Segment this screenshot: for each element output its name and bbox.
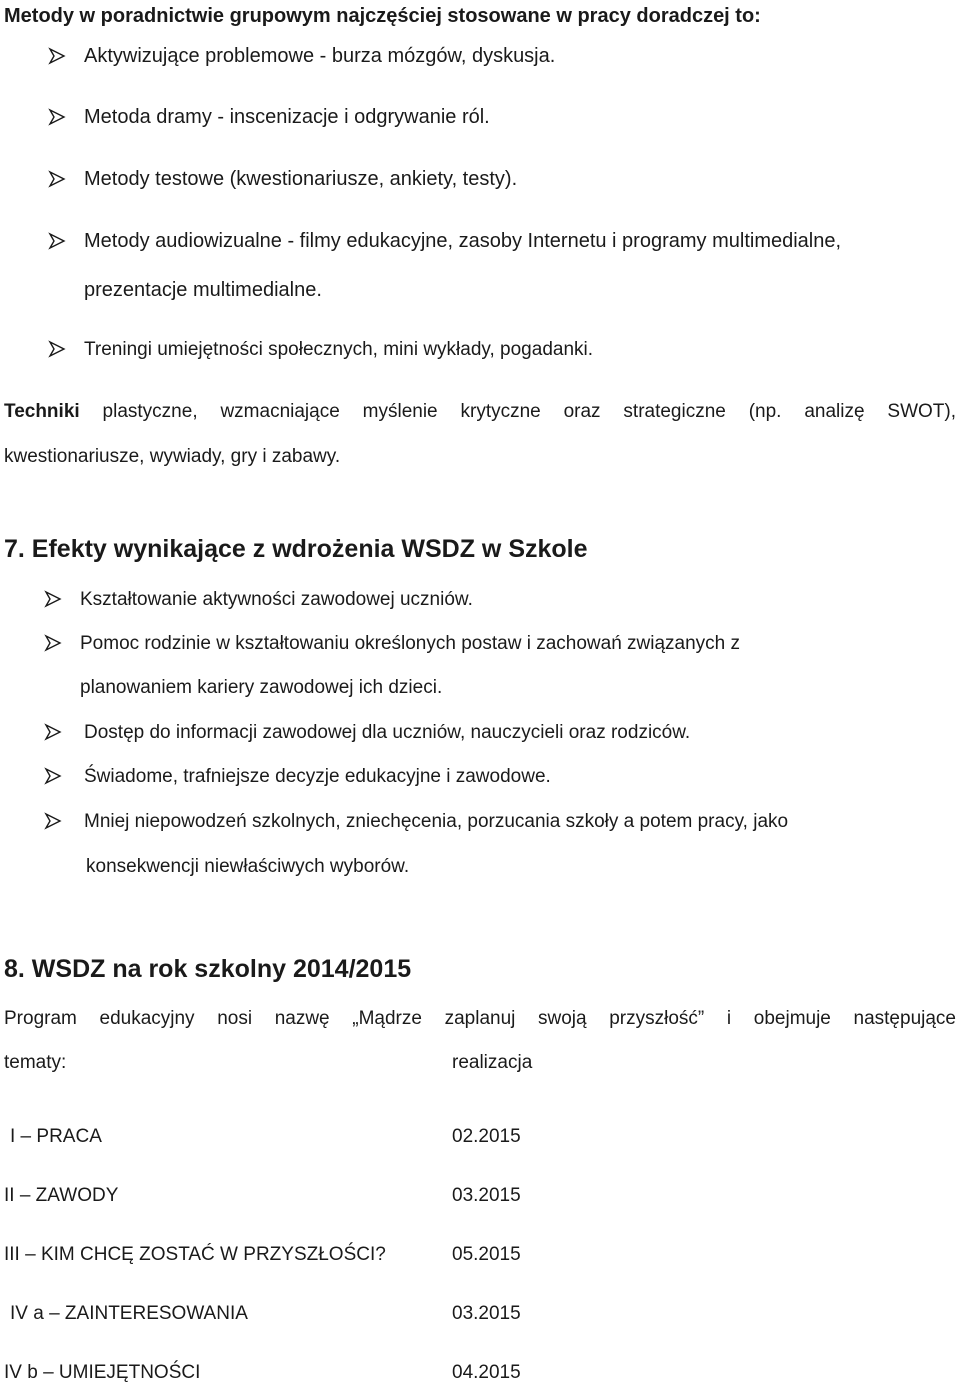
- program-text: Program edukacyjny nosi nazwę „Mądrze zaplanuj swoją przyszłość” i obejmuje następujące: [4, 1008, 956, 1029]
- topic-date: 03.2015: [452, 1303, 521, 1324]
- method-item: Aktywizujące problemowe - burza mózgów, dyskusja.: [84, 45, 556, 67]
- techniques-label: Techniki: [4, 401, 80, 422]
- arrowhead-bullet-icon: [48, 340, 66, 358]
- topic-name: IV b – UMIEJĘTNOŚCI: [4, 1362, 201, 1383]
- realization-label: realizacja: [452, 1052, 533, 1073]
- effect-item: Pomoc rodzinie w kształtowaniu określonych postaw i zachowań związanych z: [80, 633, 741, 654]
- arrowhead-bullet-icon: [44, 767, 62, 785]
- techniques-line: [4, 400, 956, 424]
- program-line: [4, 1007, 956, 1031]
- topic-name: II – ZAWODY: [4, 1185, 119, 1206]
- topic-name: III – KIM CHCĘ ZOSTAĆ W PRZYSZŁOŚCI?: [4, 1244, 386, 1265]
- arrowhead-bullet-icon: [44, 812, 62, 830]
- arrowhead-bullet-icon: [48, 170, 66, 188]
- techniques-text: plastyczne, wzmacniające myślenie krytyczne oraz strategiczne (np. analizę SWOT),: [102, 401, 957, 422]
- method-item: Metoda dramy - inscenizacje i odgrywanie ról.: [84, 106, 490, 128]
- arrowhead-bullet-icon: [44, 634, 62, 652]
- effect-item: Mniej niepowodzeń szkolnych, zniechęcenia, porzucania szkoły a potem pracy, jako: [84, 811, 789, 832]
- effect-item: Świadome, trafniejsze decyzje edukacyjne i zawodowe.: [84, 766, 551, 787]
- topic-date: 03.2015: [452, 1185, 521, 1206]
- methods-intro: Metody w poradnictwie grupowym najczęściej stosowane w pracy doradczej to:: [4, 5, 761, 27]
- method-item: Metody testowe (kwestionariusze, ankiety, testy).: [84, 168, 518, 190]
- topic-name: I – PRACA: [10, 1126, 102, 1147]
- method-item-continuation: prezentacje multimedialne.: [84, 279, 322, 301]
- method-item: Metody audiowizualne - filmy edukacyjne, zasoby Internetu i programy multimedialne,: [84, 230, 842, 252]
- method-item: Treningi umiejętności społecznych, mini wykłady, pogadanki.: [84, 339, 594, 360]
- arrowhead-bullet-icon: [44, 723, 62, 741]
- topic-date: 02.2015: [452, 1126, 521, 1147]
- arrowhead-bullet-icon: [48, 232, 66, 250]
- techniques-line-2: kwestionariusze, wywiady, gry i zabawy.: [4, 446, 341, 467]
- arrowhead-bullet-icon: [44, 590, 62, 608]
- effect-item: Dostęp do informacji zawodowej dla uczniów, nauczycieli oraz rodziców.: [84, 722, 691, 743]
- section-7-heading: 7. Efekty wynikające z wdrożenia WSDZ w Szkole: [4, 535, 588, 563]
- topic-date: 04.2015: [452, 1362, 521, 1383]
- topic-name: IV a – ZAINTERESOWANIA: [10, 1303, 248, 1324]
- effect-item: Kształtowanie aktywności zawodowej uczniów.: [80, 589, 473, 610]
- topic-date: 05.2015: [452, 1244, 521, 1265]
- topics-label: tematy:: [4, 1052, 67, 1073]
- arrowhead-bullet-icon: [48, 47, 66, 65]
- effect-item-continuation: konsekwencji niewłaściwych wyborów.: [86, 856, 410, 877]
- arrowhead-bullet-icon: [48, 108, 66, 126]
- section-8-heading: 8. WSDZ na rok szkolny 2014/2015: [4, 955, 412, 983]
- effect-item-continuation: planowaniem kariery zawodowej ich dzieci.: [80, 677, 443, 698]
